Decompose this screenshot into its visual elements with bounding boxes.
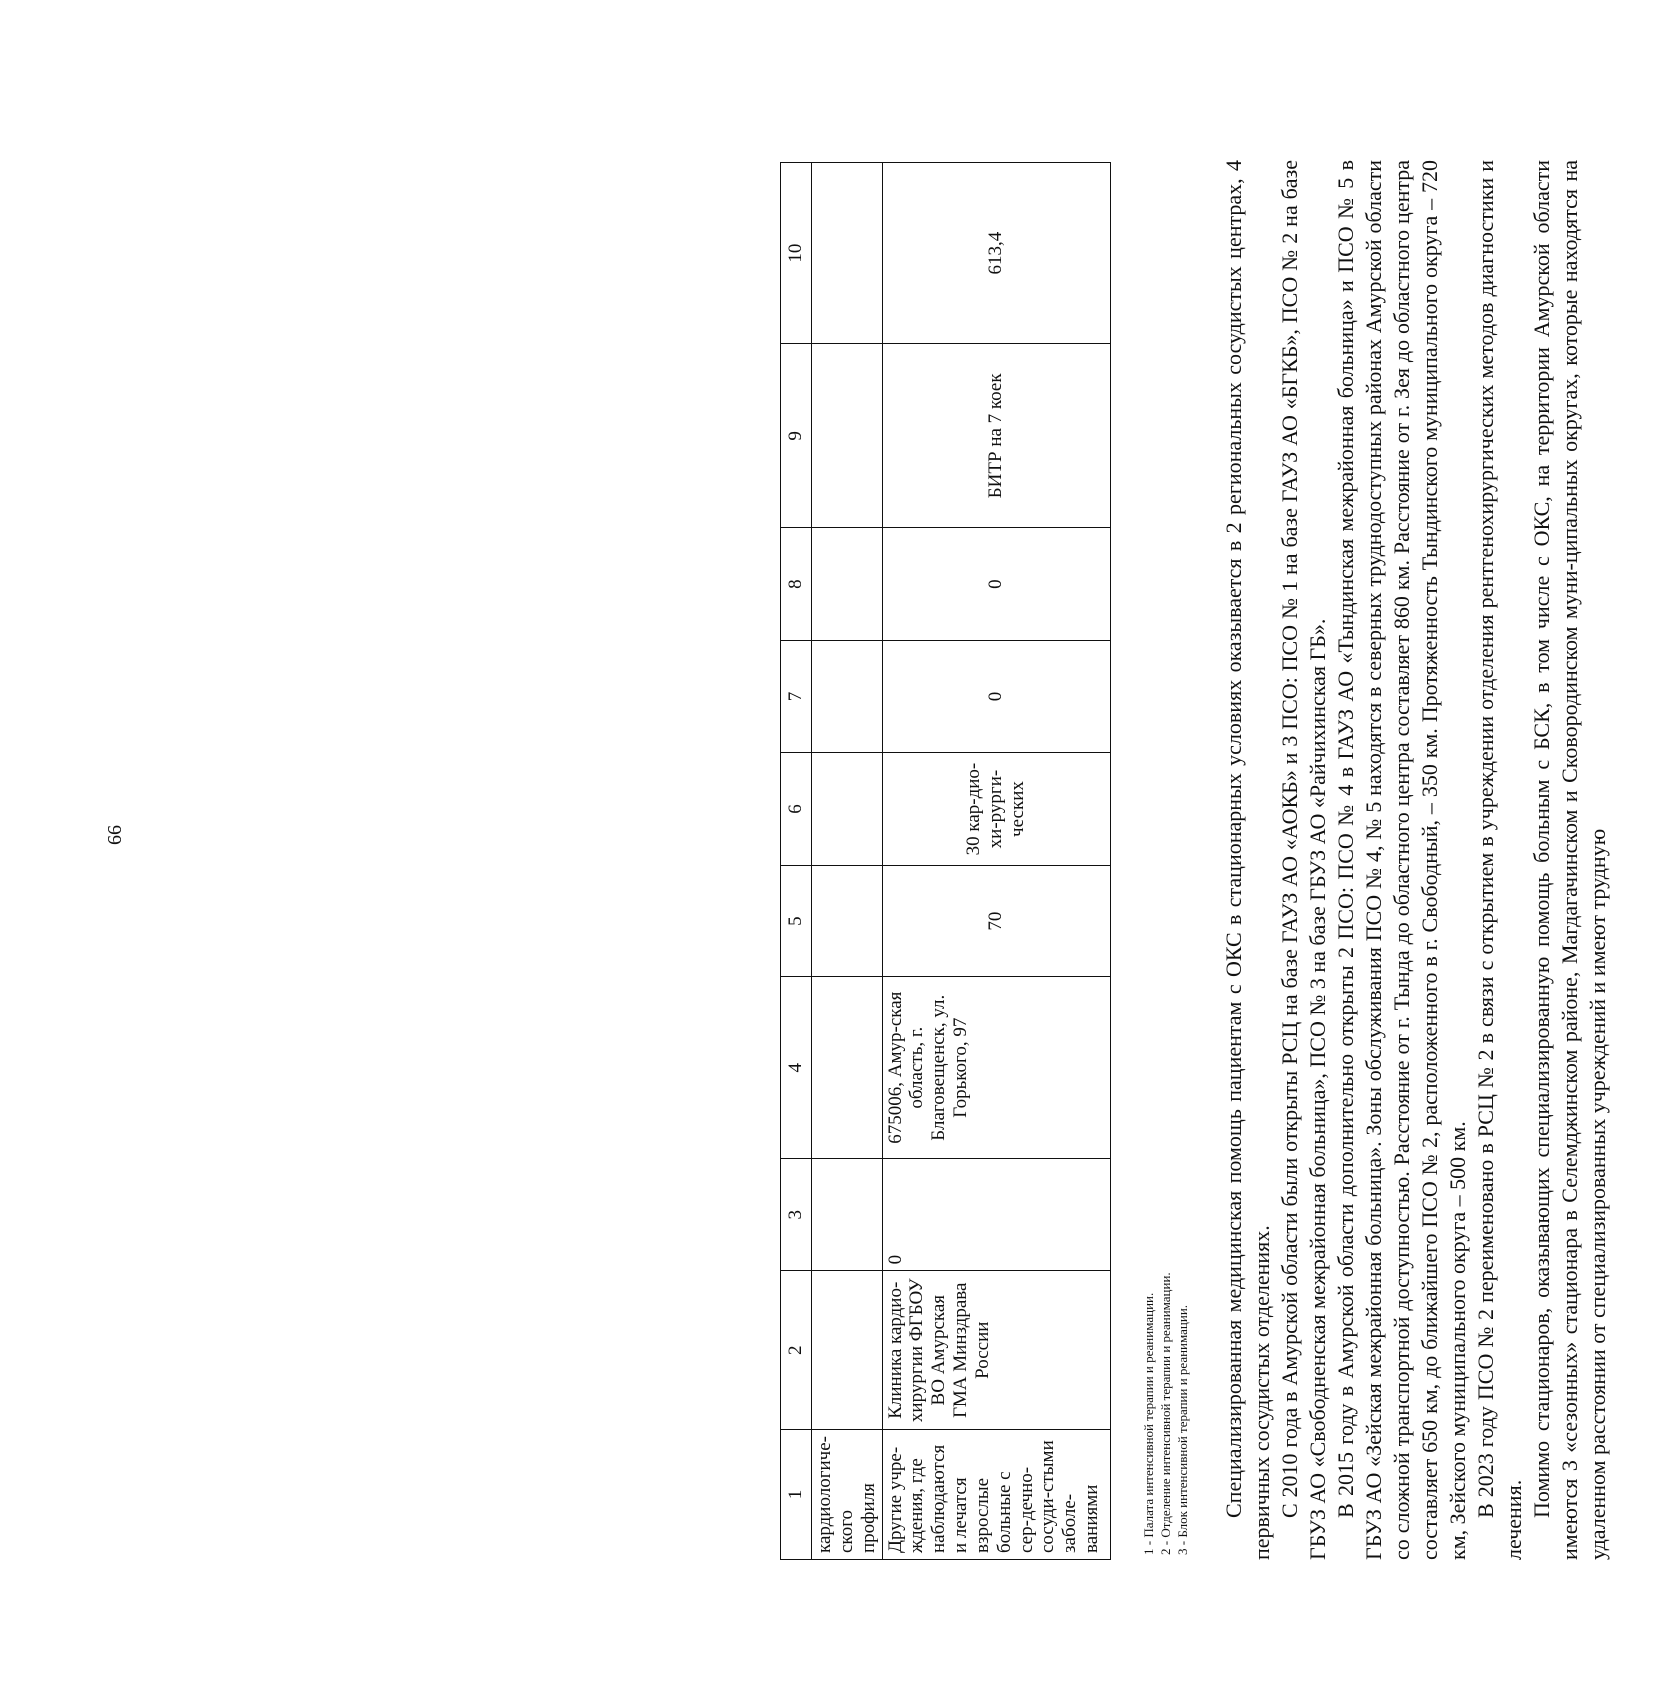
institution-type-cell: Другие учре-ждения, где наблюдаются и лечатся взрослые больные с сер-дечно-сосуди-стыми заболе-ваниями <box>882 1430 1110 1560</box>
address-cell: 675006, Амур-ская область, г. Благовещенск, ул. Горького, 97 <box>882 977 1110 1159</box>
paragraph: С 2010 года в Амурской области были открыты РСЦ на базе ГАУЗ АО «АОКБ» и 3 ПСО: ПСО № 1 на базе ГАУЗ АО «БГКБ», ПСО № 2 на базе ГБУЗ АО «Свободненская межрайонная больница», ПСО № 3 на базе ГБУЗ АО «Райчихинская ГБ». <box>1277 160 1330 1560</box>
table-cell: 0 <box>882 640 1110 752</box>
page-number: 66 <box>104 825 126 845</box>
hospitals-table <box>780 162 1111 1560</box>
header-cell: 6 <box>781 753 812 866</box>
table-cell <box>812 1159 883 1271</box>
paragraph: Помимо стационаров, оказывающих специализированную помощь больным с БСК, в том числе с ОКС, на территории Амурской области имеются 3 «сезонных» стационара в Селемджинском районе, Магдагачинском и Сковородинском муни-ципальных округах, которые находятся на удаленном расстоянии от специализированных учреждений и имеют трудную <box>1529 160 1610 1560</box>
footnote: 2 - Отделение интенсивной терапии и реанимации. <box>1158 1272 1173 1555</box>
table-cell: 0 <box>882 528 1110 640</box>
table-cell: 70 <box>882 865 1110 976</box>
table-cell: 30 кар-дио-хи-рурги-ческих <box>882 753 1110 866</box>
table-row <box>882 163 1110 1560</box>
header-cell: 2 <box>781 1271 812 1430</box>
header-cell: 3 <box>781 1159 812 1271</box>
table-cell <box>812 640 883 752</box>
rotated-page-content <box>600 85 1680 1615</box>
table-row-continuation <box>812 163 883 1560</box>
footnotes <box>1140 555 1191 1555</box>
paragraph: Специализированная медицинская помощь пациентам с ОКС в стационарных условиях оказывается в 2 региональных сосудистых центрах, 4 первичных сосудистых отделениях. <box>1221 160 1274 1560</box>
header-cell: 7 <box>781 640 812 752</box>
header-cell: 4 <box>781 977 812 1159</box>
header-cell: 8 <box>781 528 812 640</box>
footnote: 3 - Блок интенсивной терапии и реанимации. <box>1175 1304 1190 1555</box>
header-cell: 9 <box>781 344 812 528</box>
paragraph: В 2015 году в Амурской области дополнительно открыты 2 ПСО: ПСО № 4 в ГАУЗ АО «Тындинская межрайонная больница» и ПСО № 5 в ГБУЗ АО «Зейская межрайонная больница». Зоны обслуживания ПСО № 4, № 5 находятся в северных труднодоступных районах Амурской области со сложной транспортной доступностью. Расстояние от г. Тында до областного центра составляет 860 км. Расстояние от г. Зея до областного центра составляет 650 км, до ближайшего ПСО № 2, расположенного в г. Свободный, – 350 км. Протяженность Тындинского муниципального округа – 720 км, Зейского муниципального округа – 500 км. <box>1333 160 1470 1560</box>
table-cell <box>812 865 883 976</box>
table-header-row <box>781 163 812 1560</box>
footnote: 1 - Палата интенсивной терапии и реанимации. <box>1141 1292 1156 1555</box>
table-cell <box>812 163 883 344</box>
table-cell <box>812 977 883 1159</box>
table-cell <box>812 344 883 528</box>
header-cell: 5 <box>781 865 812 976</box>
paragraph: В 2023 году ПСО № 2 переименовано в РСЦ № 2 в связи с открытием в учреждении отделения рентгенохирургических методов диагностики и лечения. <box>1473 160 1526 1560</box>
table-cell: 0 <box>882 1159 1110 1271</box>
body-text <box>1220 160 1612 1560</box>
header-cell: 1 <box>781 1430 812 1560</box>
table-cell: БИТР на 7 коек <box>882 344 1110 528</box>
table-cell <box>812 1271 883 1430</box>
table-cell: 613,4 <box>882 163 1110 344</box>
table-cell <box>812 753 883 866</box>
table-cell <box>812 528 883 640</box>
institution-name-cell: Клиника кардио-хирургии ФГБОУ ВО Амурская ГМА Минздрава России <box>882 1271 1110 1430</box>
header-cell: 10 <box>781 163 812 344</box>
table-cell: кардиологиче-ского профиля <box>812 1430 883 1560</box>
